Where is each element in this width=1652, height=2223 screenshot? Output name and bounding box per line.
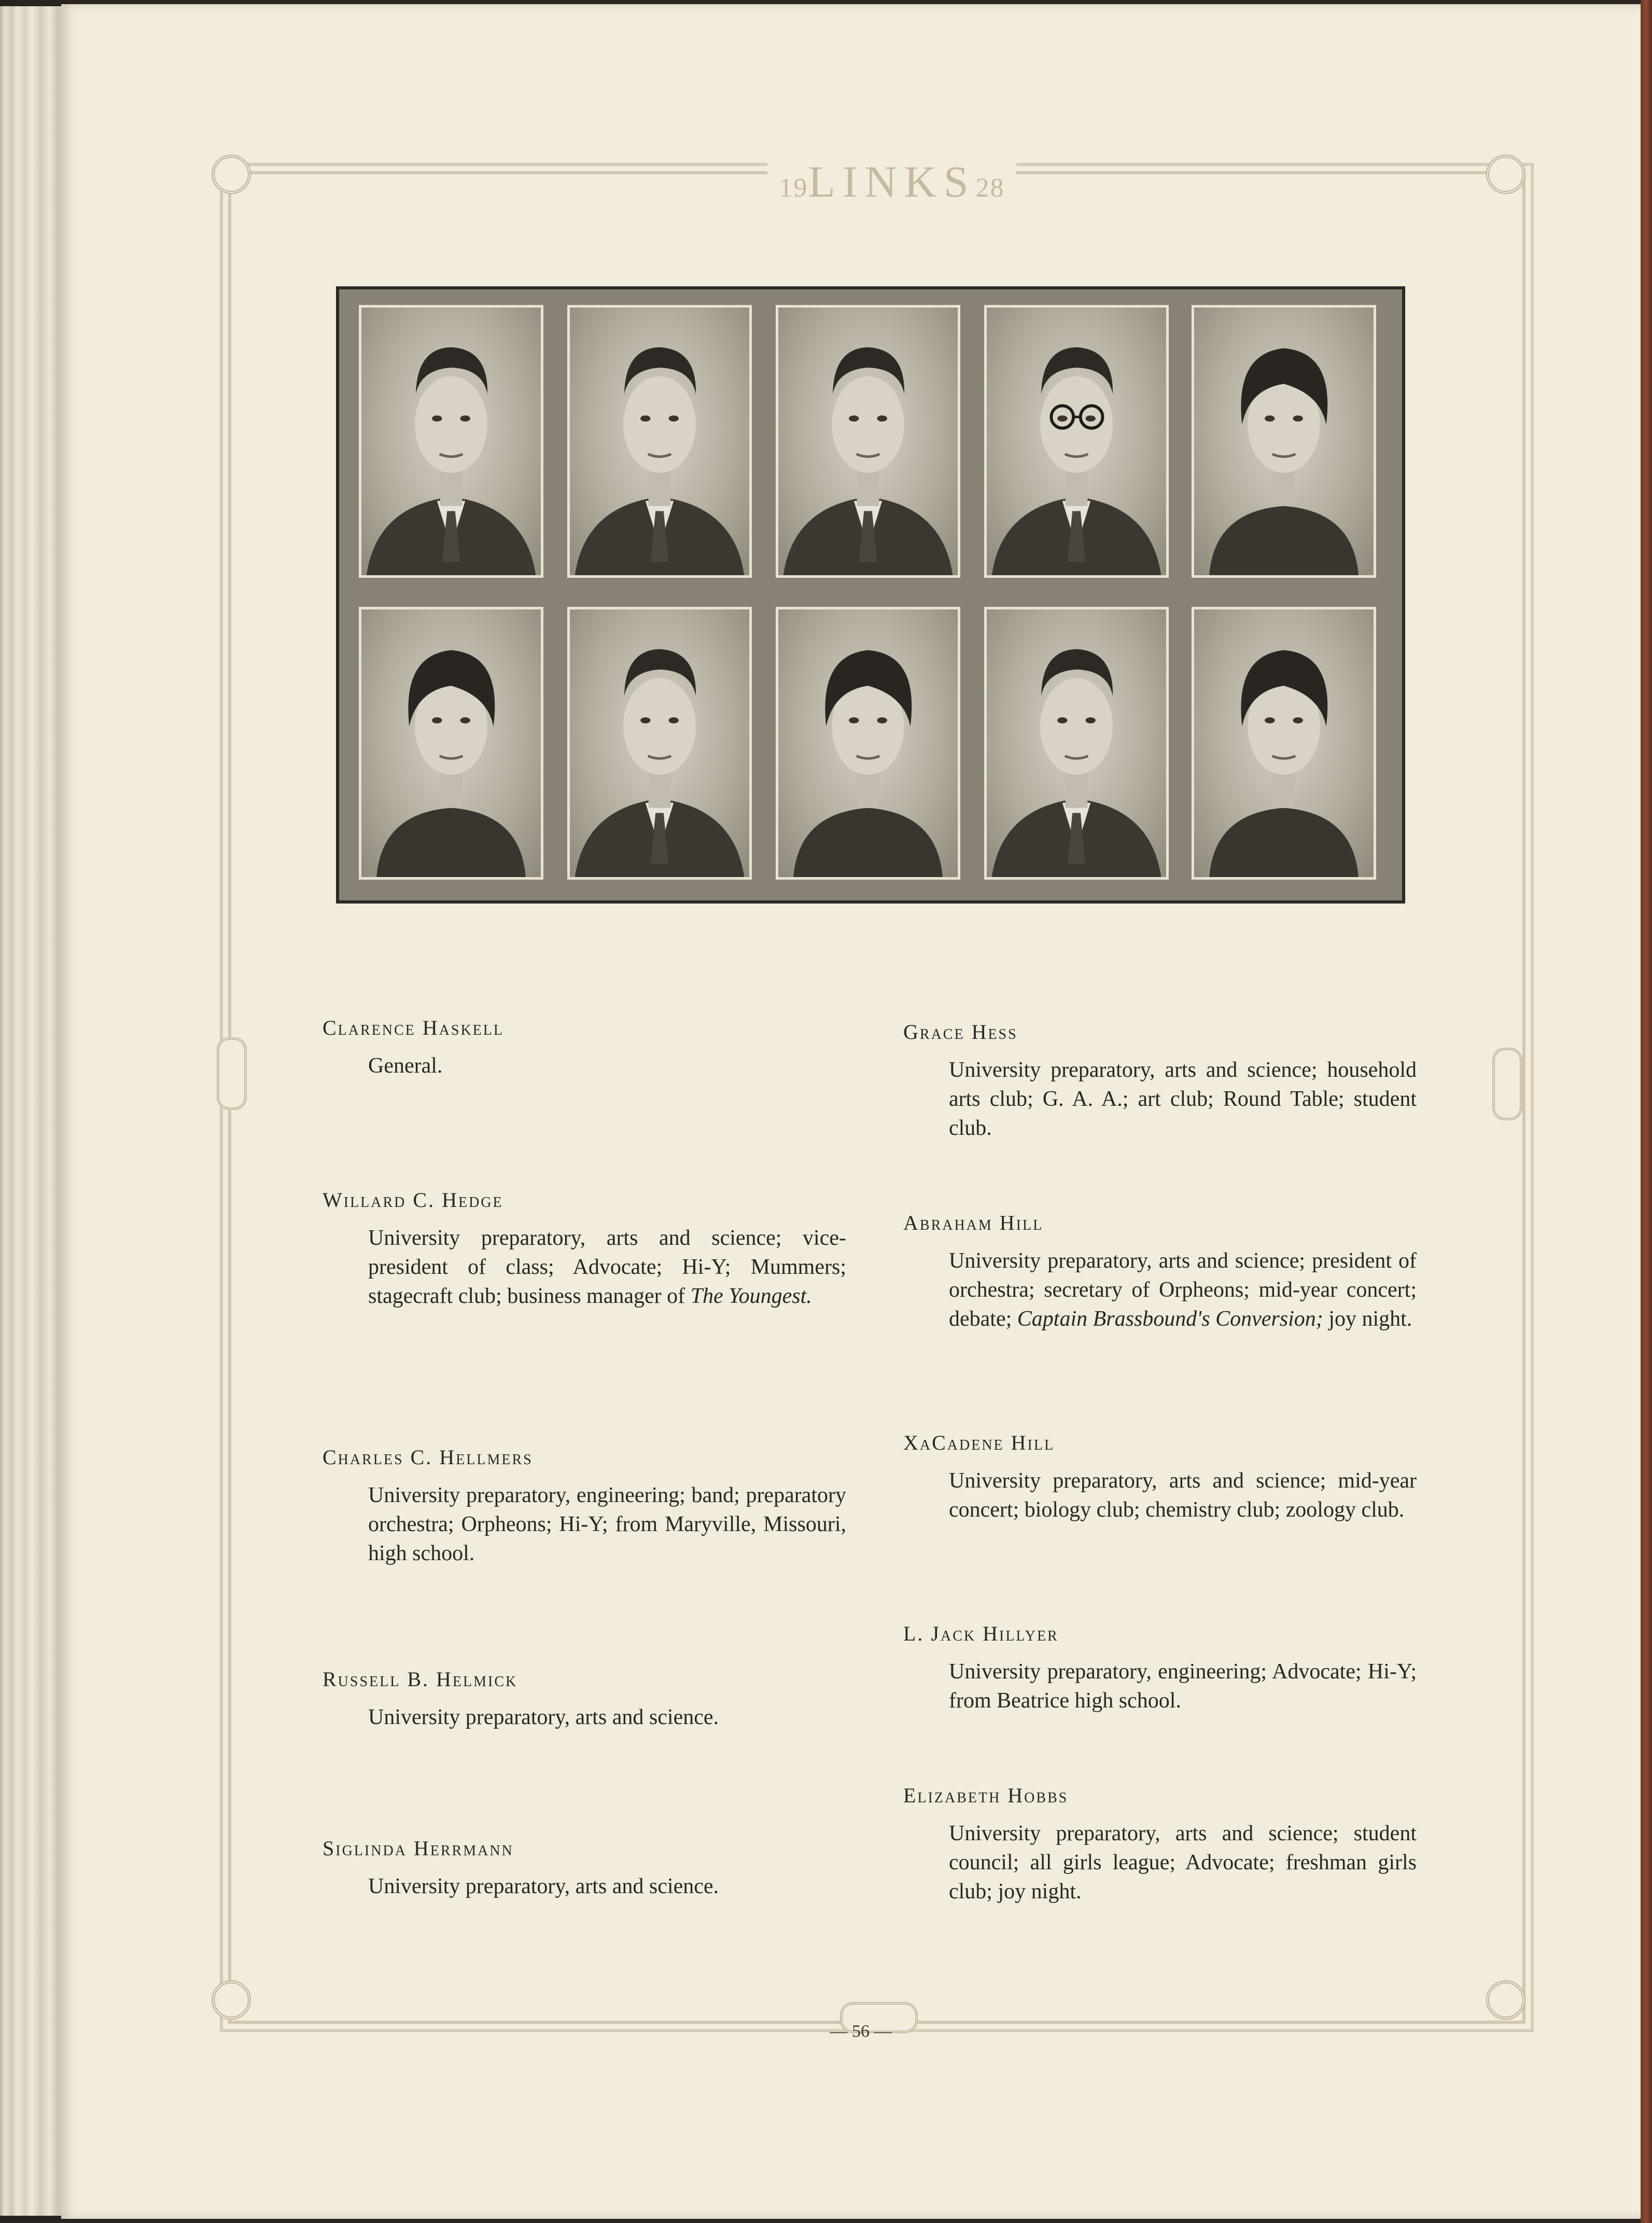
student-activities — [368, 1872, 846, 1901]
activities-text: University preparatory, arts and science. — [368, 1705, 719, 1729]
student-portrait — [984, 305, 1169, 578]
student-name: Willard C. Hedge — [323, 1188, 503, 1212]
student-entry — [323, 1667, 846, 1732]
play-title: The Youngest. — [690, 1284, 812, 1308]
activities-text: General. — [368, 1054, 443, 1078]
activities-text: University preparatory, arts and science; student council; all girls league; Advocate; freshman girls club; joy night. — [949, 1822, 1417, 1904]
header-title: LINKS — [808, 157, 976, 206]
book-page-edges — [0, 6, 67, 2216]
activities-text: joy night. — [1323, 1307, 1412, 1331]
student-activities — [949, 1466, 1417, 1524]
activities-text: University preparatory, arts and science; mid-year concert; biology club; chemistry club; zoology club. — [949, 1469, 1417, 1522]
student-entry — [903, 1621, 1417, 1715]
student-entry — [323, 1016, 846, 1080]
student-name: Grace Hess — [903, 1020, 1018, 1044]
activities-text: University preparatory, arts and science. — [368, 1874, 719, 1898]
book-cover-edge — [1641, 0, 1652, 2223]
student-portrait — [984, 607, 1169, 880]
student-name: Abraham Hill — [903, 1211, 1044, 1234]
student-portrait — [776, 607, 960, 880]
border-corner-ornament — [1486, 1980, 1525, 2020]
student-activities — [949, 1055, 1417, 1143]
student-name: Russell B. Helmick — [323, 1668, 518, 1691]
student-activities — [368, 1703, 846, 1732]
student-activities — [368, 1224, 846, 1311]
activities-text: University preparatory, arts and science; president of orchestra; secretary of Orpheons; mid-year concert; debate; — [949, 1249, 1417, 1331]
activities-text: University preparatory, engineering; Advocate; Hi-Y; from Beatrice high school. — [949, 1660, 1417, 1713]
student-name: Siglinda Herrmann — [323, 1837, 514, 1860]
border-corner-ornament — [212, 1980, 251, 2020]
student-activities — [368, 1051, 846, 1080]
student-entry — [903, 1020, 1417, 1143]
border-side-ornament — [217, 1037, 247, 1110]
student-entry — [323, 1188, 846, 1311]
student-portrait — [1192, 607, 1376, 880]
border-corner-ornament — [212, 155, 251, 194]
student-activities — [949, 1246, 1417, 1333]
student-name: XaCadene Hill — [903, 1431, 1055, 1454]
student-activities — [949, 1657, 1417, 1715]
activities-text: University preparatory, arts and science; vice-president of class; Advocate; Hi-Y; Mummers; stagecraft club; business manager of — [368, 1226, 846, 1308]
student-entry — [903, 1783, 1417, 1906]
student-name: Clarence Haskell — [323, 1016, 504, 1039]
student-activities — [368, 1481, 846, 1568]
student-portrait — [567, 607, 752, 880]
portrait-panel — [336, 286, 1405, 904]
play-title: Captain Brassbound's Conversion; — [1017, 1307, 1323, 1331]
header-year-left: 19 — [779, 173, 808, 203]
student-name: Charles C. Hellmers — [323, 1446, 533, 1469]
student-entry — [323, 1836, 846, 1901]
student-entry — [903, 1430, 1417, 1524]
student-name: Elizabeth Hobbs — [903, 1784, 1069, 1807]
student-portrait — [1192, 305, 1376, 578]
student-portrait — [359, 305, 543, 578]
activities-text: University preparatory, arts and science; household arts club; G. A. A.; art club; Round Table; student club. — [949, 1058, 1417, 1140]
border-side-ornament — [1492, 1048, 1522, 1120]
student-activities — [949, 1819, 1417, 1906]
student-portrait — [776, 305, 960, 578]
student-name: L. Jack Hillyer — [903, 1622, 1059, 1645]
header-year-right: 28 — [975, 173, 1005, 203]
activities-text: University preparatory, engineering; band; preparatory orchestra; Orpheons; Hi-Y; from Maryville, Missouri, high school. — [368, 1483, 846, 1565]
page-number: — 56 — — [830, 2022, 892, 2041]
border-corner-ornament — [1486, 155, 1525, 194]
student-portrait — [359, 607, 543, 880]
student-portrait — [567, 305, 752, 578]
student-entry — [903, 1211, 1417, 1333]
page-header — [767, 156, 1016, 206]
student-entry — [323, 1445, 846, 1568]
